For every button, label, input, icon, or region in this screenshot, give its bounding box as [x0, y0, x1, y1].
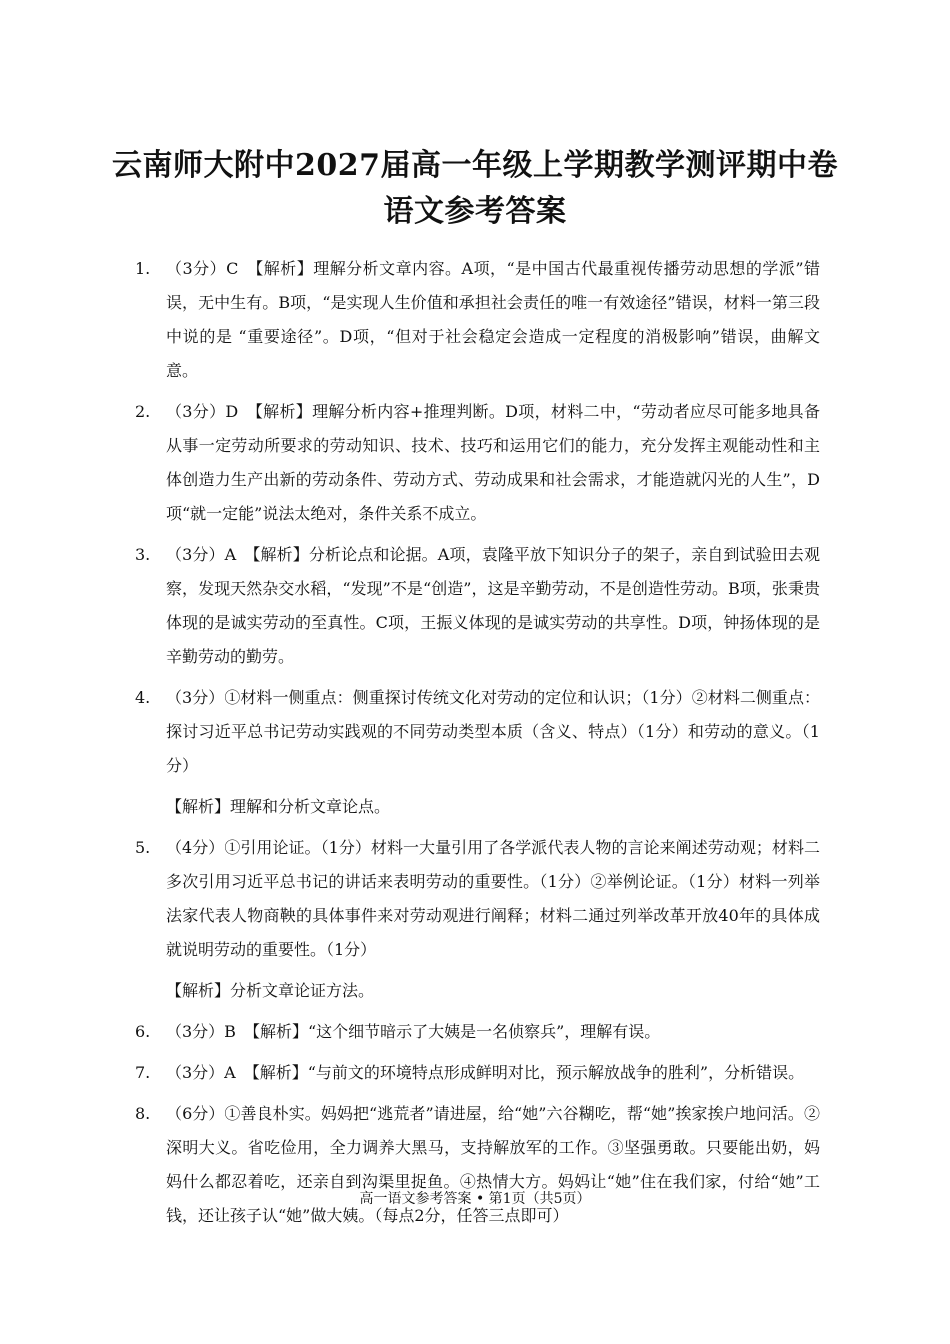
item-number: 4. [135, 688, 151, 707]
answer-item [135, 1097, 820, 1233]
item-number: 1. [135, 259, 151, 278]
answer-item [135, 681, 820, 783]
item-text: （6分）①善良朴实。妈妈把“逃荒者”请进屋，给“她”六谷糊吃，帮“她”挨家挨户地问活。②深明大义。省吃俭用，全力调养大黑马，支持解放军的工作。③坚强勇敢。只要能出奶，妈妈什么都忍着吃，还亲自到沟渠里捉鱼。④热情大方。妈妈让“她”住在我们家，付给“她”工钱，还让孩子认“她”做大姨。（每点2分，任答三点即可） [166, 1104, 820, 1225]
item-text: （4分）①引用论证。（1分）材料一大量引用了各学派代表人物的言论来阐述劳动观；材料二多次引用习近平总书记的讲话来表明劳动的重要性。（1分）②举例论证。（1分）材料一列举法家代表人物商鞅的具体事件来对劳动观进行阐释；材料二通过列举改革开放40年的具体成就说明劳动的重要性。（1分） [166, 838, 820, 959]
item-number: 2. [135, 402, 151, 421]
answer-item [135, 1056, 820, 1090]
answer-list [135, 252, 820, 1240]
page-title: 云南师大附中2027届高一年级上学期教学测评期中卷 [112, 148, 838, 183]
page-subtitle: 语文参考答案 [383, 194, 567, 229]
answer-item [135, 831, 820, 967]
answer-item [135, 1015, 820, 1049]
item-text: （3分）C 【解析】理解分析文章内容。A项，“是中国古代最重视传播劳动思想的学派”错误，无中生有。B项，“是实现人生价值和承担社会责任的唯一有效途径”错误，材料一第三段中说的是 “重要途径”。D项，“但对于社会稳定会造成一定程度的消极影响”错误，曲解文意。 [166, 259, 820, 380]
item-number: 6. [135, 1022, 151, 1041]
item-text: （3分）A 【解析】分析论点和论据。A项，袁隆平放下知识分子的架子，亲自到试验田去观察，发现天然杂交水稻，“发现”不是“创造”，这是辛勤劳动，不是创造性劳动。B项，张秉贵体现的是诚实劳动的至真性。C项，王振义体现的是诚实劳动的共享性。D项，钟扬体现的是辛勤劳动的勤劳。 [166, 545, 820, 666]
item-number: 3. [135, 545, 151, 564]
item-text: （3分）B 【解析】“这个细节暗示了大姨是一名侦察兵”，理解有误。 [166, 1022, 661, 1041]
item-analysis: 【解析】分析文章论证方法。 [166, 981, 375, 1000]
answer-item [135, 395, 820, 531]
item-number: 5. [135, 838, 151, 857]
answer-item [135, 538, 820, 674]
item-text: （3分）D 【解析】理解分析内容+推理判断。D项，材料二中，“劳动者应尽可能多地具备从事一定劳动所要求的劳动知识、技术、技巧和运用它们的能力，充分发挥主观能动性和主体创造力生产出新的劳动条件、劳动方式、劳动成果和社会需求，才能造就闪光的人生”，D项“就一定能”说法太绝对，条件关系不成立。 [166, 402, 820, 523]
item-text: （3分）A 【解析】“与前文的环境特点形成鲜明对比，预示解放战争的胜利”，分析错误。 [166, 1063, 805, 1082]
page-footer: 高一语文参考答案 • 第1页（共5页） [359, 1191, 591, 1207]
item-number: 7. [135, 1063, 151, 1082]
item-text: （3分）①材料一侧重点：侧重探讨传统文化对劳动的定位和认识；（1分）②材料二侧重点：探讨习近平总书记劳动实践观的不同劳动类型本质（含义、特点）（1分）和劳动的意义。（1分） [166, 688, 820, 775]
item-number: 8. [135, 1104, 151, 1123]
answer-item [135, 252, 820, 388]
item-analysis: 【解析】理解和分析文章论点。 [166, 797, 391, 816]
